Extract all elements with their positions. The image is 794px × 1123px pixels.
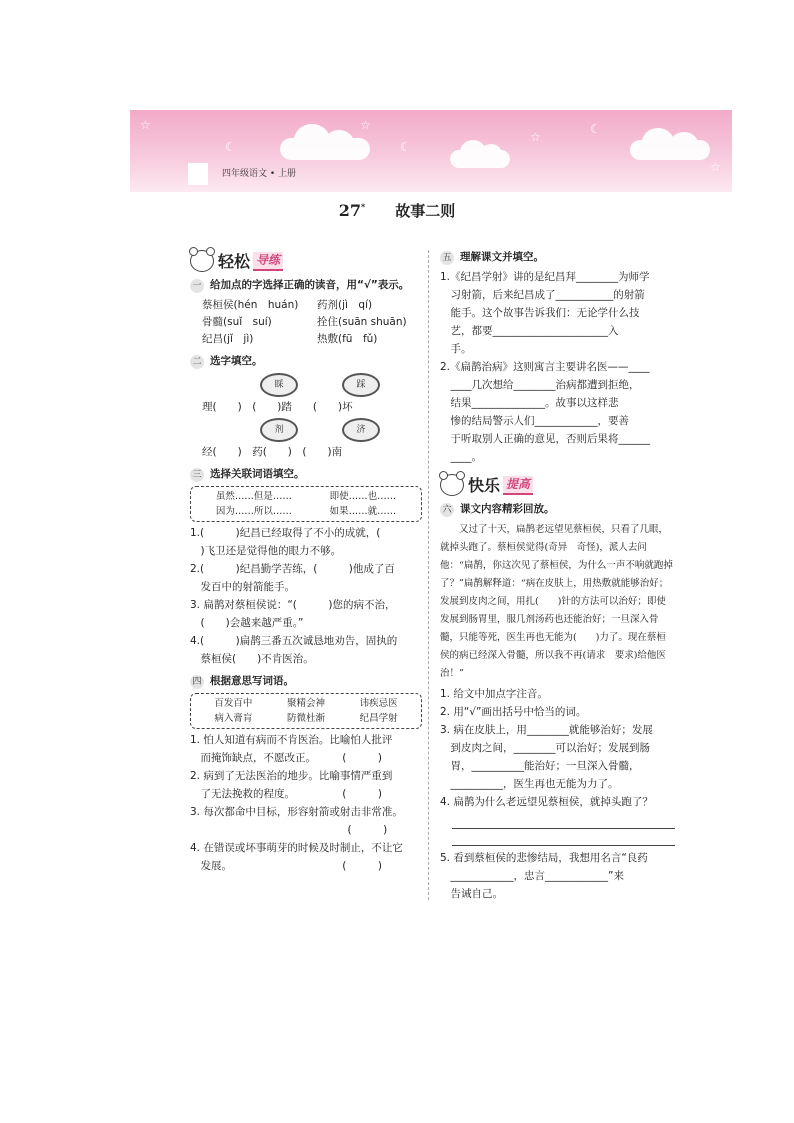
section-heading: 六 课文内容精彩回放。	[440, 501, 675, 518]
left-column: 轻松 导练 一 给加点的字选择正确的读音，用“√”表示。 蔡桓侯(hén huán) 药剂(jì qí) 骨髓(suǐ suí) 拴住(suān shuān) 纪昌(jǐ jì) 热敷(fū fǔ) 二 选字填空。 睬 踩 理( ) ( )踏 ( )坏 剂 济 经( ) 药( ) ( )南 三 选择关联词语填空。 虽然……但是…… 即使……也…… 因为……所以…… 如果……就…… 1.( )纪昌已经取得了不小的成就，( )飞卫还是觉得他的眼力不够。 2.( )纪昌勤学苦练，( )他成了百 发百中的射箭能手。 3. 扁鹊对蔡桓侯说：“( )您的病不治， ( )会越来越严重。” 4.( )扁鹊三番五次诚恳地劝告，固执的 蔡桓侯( )不肯医治。 四 根据意思写词语。 百发百中 聚精会神 讳疾忌医 病入膏肓 防微杜渐 纪昌学射 1. 怕人知道有病而不肯医治。比喻怕人批评 而掩饰缺点，不愿改正。 ( ) 2. 病到了无法医治的地步。比喻事情严重到 了无法挽救的程度。 ( ) 3. 每次都命中目标，形容射箭或射击非常准。 ( ) 4. 在错误或坏事萌芽的时候及时制止，不让它 发展。 ( )	[190, 250, 422, 876]
cloud-decoration	[280, 138, 370, 160]
bear-icon	[440, 474, 464, 496]
fill-line: 经( ) 药( ) ( )南	[202, 446, 343, 458]
word-box: 百发百中 聚精会神 讳疾忌医 病入膏肓 防微杜渐 纪昌学射	[190, 693, 422, 729]
char-options: 剂 济	[190, 418, 422, 442]
cloud-decoration	[630, 140, 710, 160]
section-heading: 五 理解课文并填空。	[440, 249, 675, 266]
star-icon: ☆	[530, 130, 541, 144]
moon-icon: ☾	[590, 122, 601, 136]
star-icon: ☆	[360, 118, 371, 132]
lesson-number: 27*	[338, 201, 366, 220]
bear-icon	[190, 250, 214, 272]
moon-icon: ☾	[225, 140, 236, 154]
reading-passage: 又过了十天，扁鹊老远望见蔡桓侯，只看了几眼，就掉头跑了。蔡桓侯觉得(奇异 奇怪)，派人去问他：“扁鹊，你这次见了蔡桓侯，为什么一声不响就跑掉了？”扁鹊解释道：“病在皮肤上，用热敷就能够治好；发展到皮肉之间，用扎( )针的方法可以治好；即使发展到肠胃里，服几剂汤药也还能治好；一旦深入骨髓，只能等死，医生再也无能为( )力了。现在蔡桓侯的病已经深入骨髓，所以我不再(请求 要求)给他医治！”	[440, 524, 673, 679]
star-icon: ☆	[710, 160, 721, 174]
right-column: 五 理解课文并填空。 1.《纪昌学射》讲的是纪昌拜________为师学 习射箭，后来纪昌成了___________的射箭 能手。这个故事告诉我们：无论学什么技 艺，都要______________________入 手。 2.《扁鹊治病》这则寓言主要讲名医——____ ____几次想给________治病都遭到拒绝， 结果______________。故事以这样悲 惨的结局警示人们____________，要善 于听取别人正确的意见，否则后果将______ ____。 快乐 提高 六 课文内容精彩回放。 又过了十天，扁鹊老远望见蔡桓侯，只看了几眼，就掉头跑了。蔡桓侯觉得(奇异 奇怪)，派人去问他：“扁鹊，你这次见了蔡桓侯，为什么一声不响就跑掉了？”扁鹊解释道：“病在皮肤上，用热敷就能够治好；发展到皮肉之间，用扎( )针的方法可以治好；即使发展到肠胃里，服几剂汤药也还能治好；一旦深入骨髓，只能等死，医生再也无能为( )力了。现在蔡桓侯的病已经深入骨髓，所以我不再(请求 要求)给他医治！” 1. 给文中加点字注音。 2. 用“√”画出括号中恰当的词。 3. 病在皮肤上，用________就能够治好；发展 到皮肉之间，________可以治好；发展到肠 胃，__________能治好；一旦深入骨髓， __________，医生再也无能为力了。 4. 扁鹊为什么老远望见蔡桓侯，就掉头跑了？ 5. 看到蔡桓侯的悲惨结局，我想用名言“良药 ____________，忠言____________”来 告诫自己。	[440, 244, 675, 904]
column-divider	[428, 250, 429, 900]
pinyin-list: 蔡桓侯(hén huán) 药剂(jì qí) 骨髓(suǐ suí) 拴住(suān shuān) 纪昌(jǐ jì) 热敷(fū fǔ)	[202, 299, 407, 345]
section-heading: 一 给加点的字选择正确的读音，用“√”表示。	[190, 277, 422, 294]
lesson-title	[0, 200, 794, 221]
answer-line[interactable]	[452, 812, 675, 829]
word-box: 虽然……但是…… 即使……也…… 因为……所以…… 如果……就……	[190, 486, 422, 522]
header-banner	[130, 110, 732, 192]
star-icon: ☆	[140, 118, 151, 132]
answer-line[interactable]	[452, 829, 675, 846]
section-heading: 四 根据意思写词语。	[190, 673, 422, 690]
section-logo-easy: 轻松 导练	[190, 250, 422, 272]
moon-icon: ☾	[400, 140, 411, 154]
section-logo-happy: 快乐 提高	[440, 474, 675, 496]
section-heading: 二 选字填空。	[190, 353, 422, 370]
char-options: 睬 踩	[190, 373, 422, 397]
grade-tab	[188, 163, 208, 185]
lesson-title-text: 故事二则	[395, 202, 456, 220]
section-heading: 三 选择关联词语填空。	[190, 466, 422, 483]
grade-label: 四年级语文 • 上册	[222, 169, 297, 179]
fill-line: 理( ) ( )踏 ( )坏	[202, 401, 353, 413]
cloud-decoration	[450, 150, 510, 168]
